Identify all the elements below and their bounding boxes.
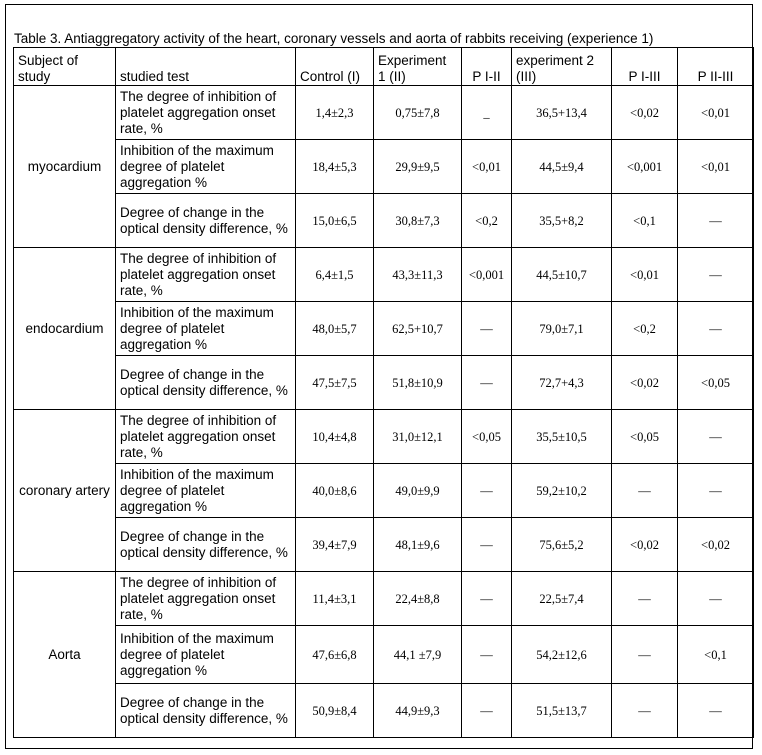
subject-cell: coronary artery <box>14 410 116 572</box>
test-cell: The degree of inhibition of platelet aggregation onset rate, % <box>116 86 296 140</box>
control-cell: 6,4±1,5 <box>296 248 374 302</box>
subject-cell: myocardium <box>14 86 116 248</box>
control-cell: 48,0±5,7 <box>296 302 374 356</box>
exp1-cell: 48,1±9,6 <box>374 518 462 572</box>
test-cell: The degree of inhibition of platelet aggregation onset rate, % <box>116 410 296 464</box>
subject-cell: Aorta <box>14 572 116 738</box>
control-cell: 47,5±7,5 <box>296 356 374 410</box>
exp1-cell: 62,5+10,7 <box>374 302 462 356</box>
exp2-cell: 79,0±7,1 <box>512 302 612 356</box>
header-p23: P II-III <box>678 48 754 86</box>
header-test: studied test <box>116 48 296 86</box>
p12-cell: — <box>462 356 512 410</box>
control-cell: 40,0±8,6 <box>296 464 374 518</box>
table-row <box>14 464 754 518</box>
p13-cell: — <box>612 464 678 518</box>
data-table <box>13 47 754 738</box>
p13-cell: <0,2 <box>612 302 678 356</box>
table-row <box>14 410 754 464</box>
table-row <box>14 684 754 738</box>
exp2-cell: 59,2±10,2 <box>512 464 612 518</box>
test-cell: Degree of change in the optical density difference, % <box>116 356 296 410</box>
p13-cell: — <box>612 684 678 738</box>
p13-cell: <0,1 <box>612 194 678 248</box>
exp1-cell: 0,75±7,8 <box>374 86 462 140</box>
p12-cell: _ <box>462 86 512 140</box>
control-cell: 1,4±2,3 <box>296 86 374 140</box>
p23-cell: — <box>678 684 754 738</box>
header-p13: P I-III <box>612 48 678 86</box>
test-cell: Inhibition of the maximum degree of platelet aggregation % <box>116 626 296 684</box>
table-row <box>14 356 754 410</box>
p12-cell: — <box>462 302 512 356</box>
p13-cell: <0,02 <box>612 518 678 572</box>
header-control: Control (I) <box>296 48 374 86</box>
exp2-cell: 72,7+4,3 <box>512 356 612 410</box>
p12-cell: — <box>462 464 512 518</box>
exp1-cell: 30,8±7,3 <box>374 194 462 248</box>
table-caption: Table 3. Antiaggregatory activity of the heart, coronary vessels and aorta of rabbits receiving (experience 1) <box>14 31 654 46</box>
test-cell: Degree of change in the optical density difference, % <box>116 684 296 738</box>
exp2-cell: 35,5+8,2 <box>512 194 612 248</box>
control-cell: 39,4±7,9 <box>296 518 374 572</box>
p13-cell: <0,01 <box>612 248 678 302</box>
p23-cell: — <box>678 302 754 356</box>
p23-cell: <0,1 <box>678 626 754 684</box>
p13-cell: <0,001 <box>612 140 678 194</box>
exp2-cell: 35,5±10,5 <box>512 410 612 464</box>
p12-cell: <0,2 <box>462 194 512 248</box>
test-cell: The degree of inhibition of platelet aggregation onset rate, % <box>116 572 296 626</box>
test-cell: Inhibition of the maximum degree of platelet aggregation % <box>116 302 296 356</box>
table-row <box>14 86 754 140</box>
p23-cell: — <box>678 194 754 248</box>
test-cell: Degree of change in the optical density difference, % <box>116 518 296 572</box>
table-row <box>14 572 754 626</box>
control-cell: 11,4±3,1 <box>296 572 374 626</box>
p23-cell: — <box>678 572 754 626</box>
subject-cell: endocardium <box>14 248 116 410</box>
p12-cell: <0,001 <box>462 248 512 302</box>
p23-cell: <0,05 <box>678 356 754 410</box>
header-row <box>14 48 754 86</box>
exp1-cell: 44,1 ±7,9 <box>374 626 462 684</box>
exp1-cell: 51,8±10,9 <box>374 356 462 410</box>
p13-cell: <0,05 <box>612 410 678 464</box>
p23-cell: <0,02 <box>678 518 754 572</box>
table-row <box>14 626 754 684</box>
p13-cell: <0,02 <box>612 356 678 410</box>
p12-cell: — <box>462 626 512 684</box>
header-p12: P I-II <box>462 48 512 86</box>
control-cell: 15,0±6,5 <box>296 194 374 248</box>
p23-cell: — <box>678 464 754 518</box>
p12-cell: — <box>462 572 512 626</box>
p23-cell: — <box>678 248 754 302</box>
exp2-cell: 36,5+13,4 <box>512 86 612 140</box>
p12-cell: — <box>462 518 512 572</box>
control-cell: 50,9±8,4 <box>296 684 374 738</box>
table-row <box>14 302 754 356</box>
p23-cell: <0,01 <box>678 140 754 194</box>
control-cell: 18,4±5,3 <box>296 140 374 194</box>
exp2-cell: 54,2±12,6 <box>512 626 612 684</box>
exp1-cell: 22,4±8,8 <box>374 572 462 626</box>
p12-cell: <0,05 <box>462 410 512 464</box>
exp1-cell: 31,0±12,1 <box>374 410 462 464</box>
test-cell: Inhibition of the maximum degree of platelet aggregation % <box>116 464 296 518</box>
header-exp2: experiment 2 (III) <box>512 48 612 86</box>
table-row <box>14 194 754 248</box>
table-row <box>14 518 754 572</box>
p13-cell: <0,02 <box>612 86 678 140</box>
test-cell: Degree of change in the optical density difference, % <box>116 194 296 248</box>
p12-cell: <0,01 <box>462 140 512 194</box>
exp2-cell: 44,5±10,7 <box>512 248 612 302</box>
header-exp1: Experiment 1 (II) <box>374 48 462 86</box>
table-row <box>14 140 754 194</box>
exp1-cell: 43,3±11,3 <box>374 248 462 302</box>
p12-cell: — <box>462 684 512 738</box>
p13-cell: — <box>612 626 678 684</box>
exp1-cell: 49,0±9,9 <box>374 464 462 518</box>
control-cell: 10,4±4,8 <box>296 410 374 464</box>
exp2-cell: 44,5±9,4 <box>512 140 612 194</box>
exp2-cell: 51,5±13,7 <box>512 684 612 738</box>
exp2-cell: 22,5±7,4 <box>512 572 612 626</box>
p23-cell: — <box>678 410 754 464</box>
p13-cell: — <box>612 572 678 626</box>
control-cell: 47,6±6,8 <box>296 626 374 684</box>
table-row <box>14 248 754 302</box>
header-subject: Subject of study <box>14 48 116 86</box>
exp1-cell: 44,9±9,3 <box>374 684 462 738</box>
exp2-cell: 75,6±5,2 <box>512 518 612 572</box>
test-cell: Inhibition of the maximum degree of platelet aggregation % <box>116 140 296 194</box>
test-cell: The degree of inhibition of platelet aggregation onset rate, % <box>116 248 296 302</box>
exp1-cell: 29,9±9,5 <box>374 140 462 194</box>
p23-cell: <0,01 <box>678 86 754 140</box>
